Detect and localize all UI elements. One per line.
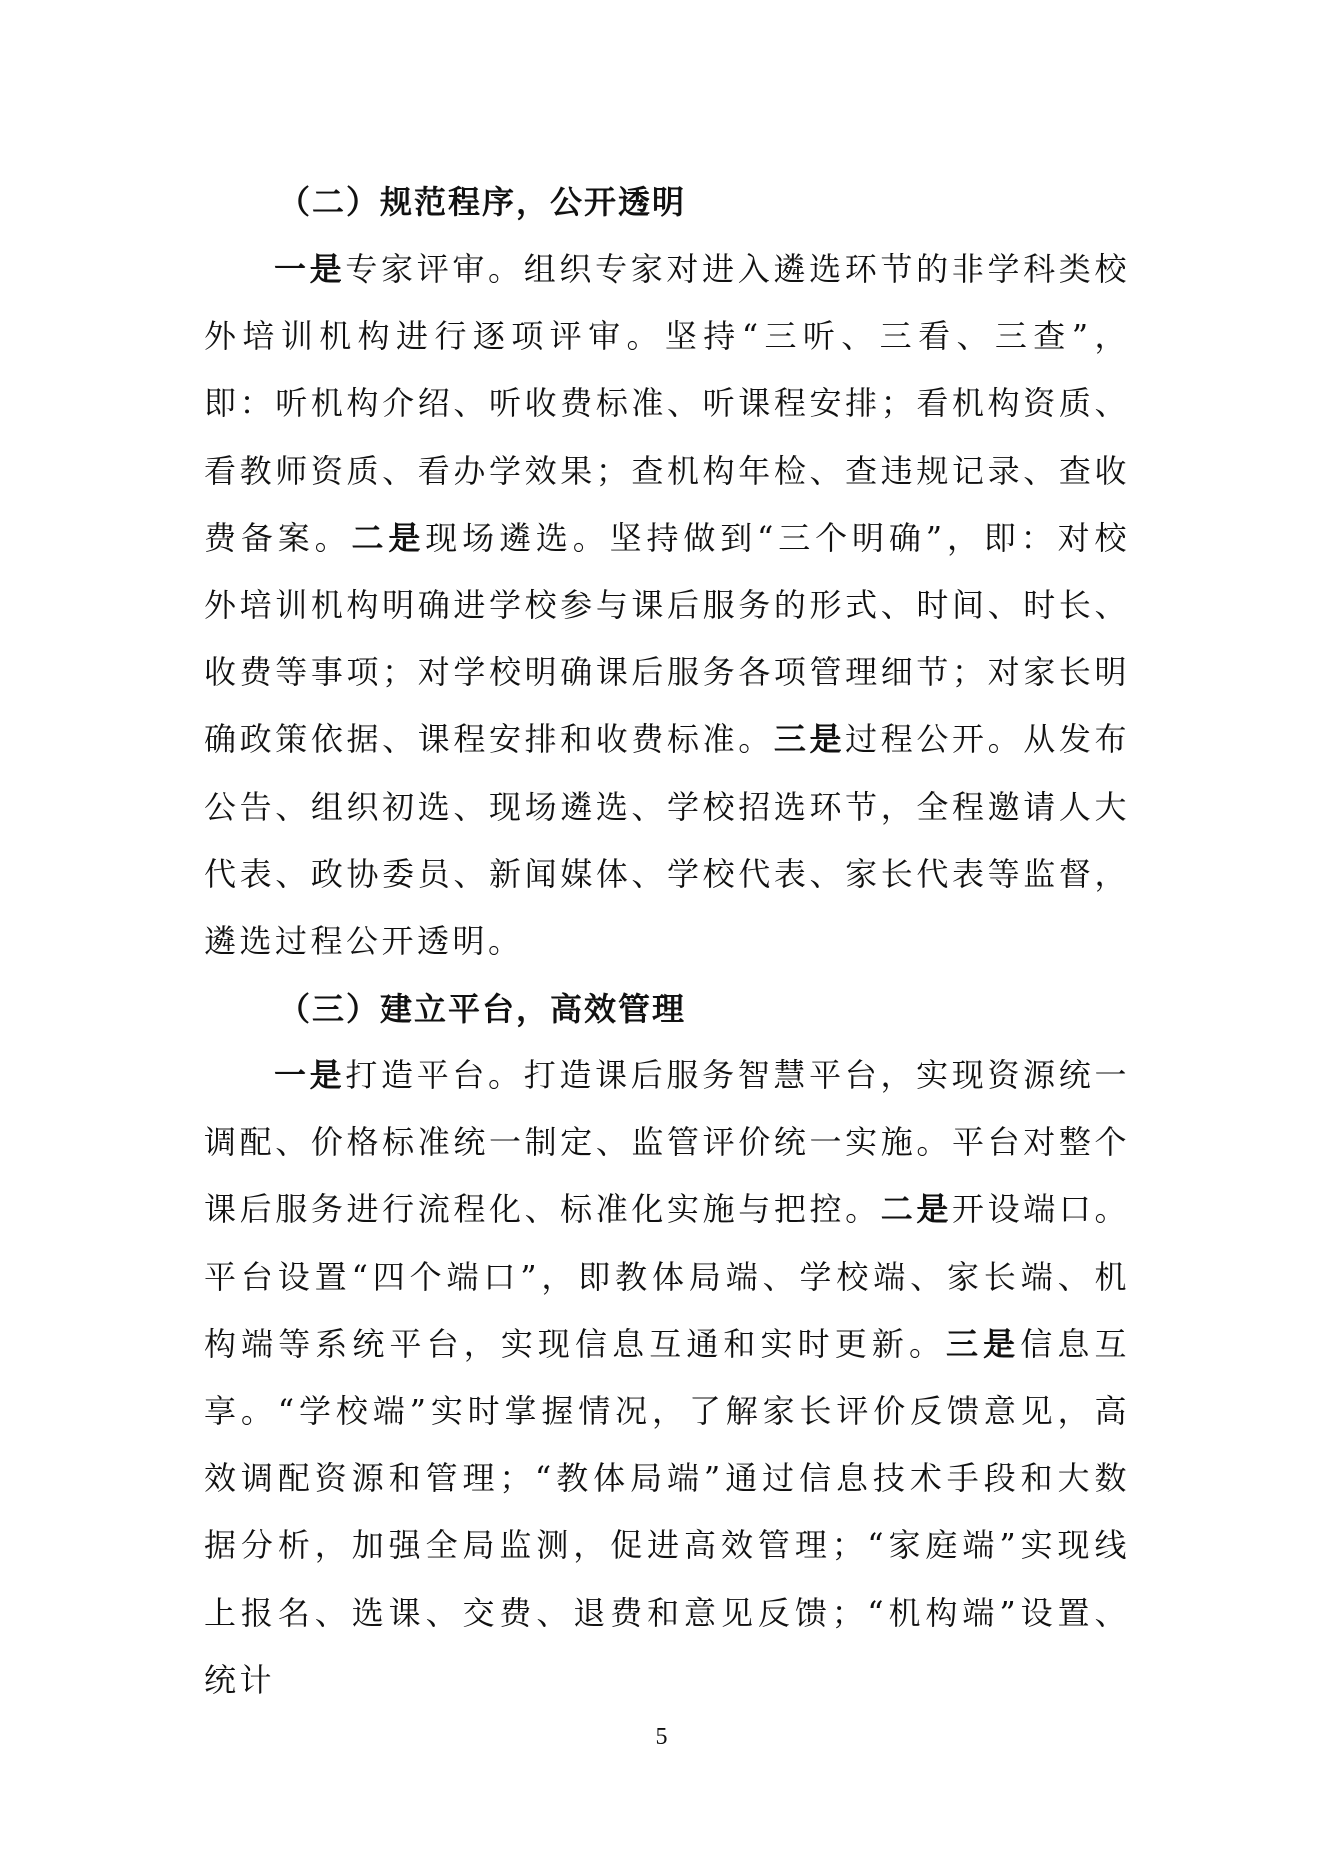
keyword-first: 一是 bbox=[274, 250, 346, 288]
section-heading-procedures: （二）规范程序，公开透明 bbox=[278, 183, 687, 221]
keyword-first: 一是 bbox=[274, 1056, 346, 1094]
text-build-platform: 打造平台。打造课后服务智慧平台，实现资源统一调配、价格标准统一制定、监管评价统一实施。平台对整个课后服务进行流程化、标准化实施与把控。 bbox=[204, 1056, 1130, 1229]
keyword-third: 三是 bbox=[773, 720, 846, 759]
keyword-second: 二是 bbox=[880, 1190, 952, 1229]
page-number: 5 bbox=[655, 1724, 668, 1750]
text-open-ports: 开设端口。平台设置“四个端口”，即教体局端、学校端、家长端、机构端等系统平台，实现信息互通和实时更新。 bbox=[204, 1190, 1130, 1363]
text-expert-review: 专家评审。组织专家对进入遴选环节的非学科类校外培训机构进行逐项评审。坚持“三听、三看、三查”，即：听机构介绍、听收费标准、听课程安排；看机构资质、看教师资质、看办学效果；查机构年检、查违规记录、查收费备案。 bbox=[204, 250, 1130, 557]
section-heading-platform: （三）建立平台，高效管理 bbox=[278, 990, 687, 1028]
paragraph-platform bbox=[204, 1042, 1130, 1714]
text-info-sharing: 信息互享。“学校端”实时掌握情况，了解家长评价反馈意见，高效调配资源和管理；“教体局端”通过信息技术手段和大数据分析，加强全局监测，促进高效管理；“家庭端”实现线上报名、选课、交费、退费和意见反馈；“机构端”设置、统计 bbox=[204, 1324, 1130, 1699]
text-onsite-selection: 现场遴选。坚持做到“三个明确”，即：对校外培训机构明确进学校参与课后服务的形式、时间、时长、收费等事项；对学校明确课后服务各项管理细节；对家长明确政策依据、课程安排和收费标准。 bbox=[204, 518, 1130, 759]
keyword-third: 三是 bbox=[946, 1324, 1021, 1363]
text-process-open: 过程公开。从发布公告、组织初选、现场遴选、学校招选环节，全程邀请人大代表、政协委员、新闻媒体、学校代表、家长代表等监督，遴选过程公开透明。 bbox=[204, 720, 1130, 961]
paragraph-procedures bbox=[204, 236, 1130, 975]
keyword-second: 二是 bbox=[351, 518, 426, 557]
